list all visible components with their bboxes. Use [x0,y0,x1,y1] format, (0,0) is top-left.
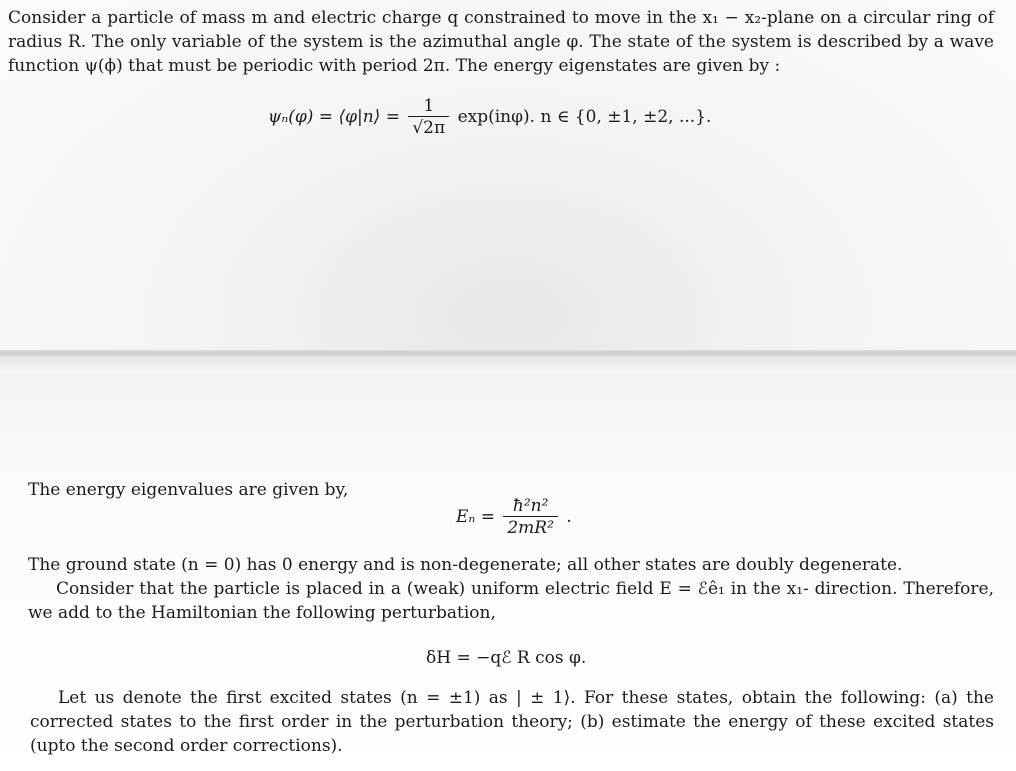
electric-field-paragraph: Consider that the particle is placed in a (weak) uniform electric field E = ℰê₁ in the x₁- direction. Therefore, we add to the Hamiltonian the following perturbation, [28,579,994,623]
eigenstate-rhs: exp(inφ). n ∈ {0, ±1, ±2, ...}. [457,107,712,127]
ground-state-text: The ground state (n = 0) has 0 energy and is non-degenerate; all other states are doubly degenerate. [28,555,903,575]
energy-fraction [503,496,558,539]
intro-paragraph: Consider a particle of mass m and electric charge q constrained to move in the x₁ − x₂-plane on a circular ring of radius R. The only variable of the system is the azimuthal angle φ. The state of the system is described by a wave function ψ(ϕ) that must be periodic with period 2π. The energy eigenstates are given by : [8,8,994,76]
normalization-fraction [408,96,449,139]
question-paragraph: Let us denote the first excited states (n = ±1) as | ± 1⟩. For these states, obtain the following: (a) the corrected states to the first order in the perturbation theory; (b) estimate the energy of these excited states (upto the second order corrections). [30,688,994,756]
top-page-region [0,0,1016,350]
energy-numerator: ħ²n² [503,496,558,517]
energy-end: . [566,507,572,527]
eigenvalue-lead: The energy eigenvalues are given by, [28,480,349,500]
energy-denominator: 2mR² [507,518,554,538]
energy-equation [456,496,572,539]
perturbation-equation: δH = −qℰ R cos φ. [426,648,587,668]
fraction-numerator: 1 [408,96,449,117]
fraction-denominator: √2π [412,118,446,138]
energy-lhs: Eₙ = [456,507,495,527]
bottom-page-region [0,372,1016,771]
eigenstate-lhs: ψₙ(φ) = ⟨φ|n⟩ = [268,107,400,127]
page-separator [0,350,1016,372]
eigenstate-equation [268,96,711,139]
